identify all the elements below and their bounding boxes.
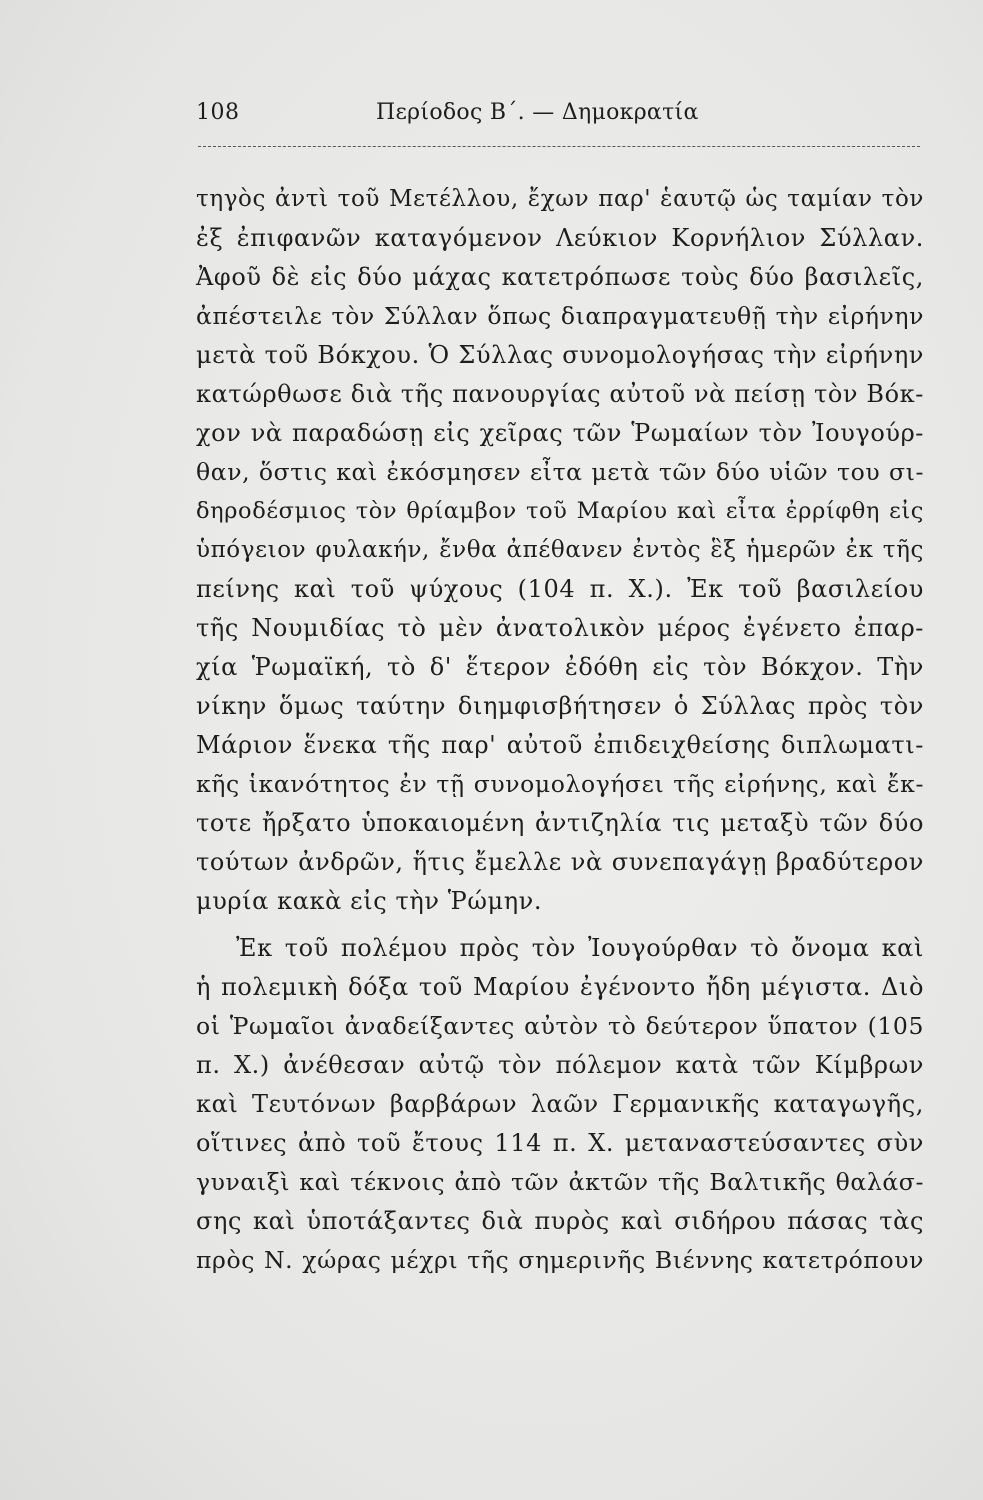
body-text [196,180,924,1280]
paragraph-gap [196,921,924,929]
text-line: Ἀφοῦ δὲ εἰς δύο μάχας κατετρόπωσε τοὺς δύο βασιλεῖς, [196,263,924,291]
text-line: Μάριον ἕνεκα τῆς παρ' αὐτοῦ ἐπιδειχθείσης διπλωματι- [196,731,924,759]
text-line: μετὰ τοῦ Βόκχου. Ὁ Σύλλας συνομολογήσας τὴν εἰρήνην [196,341,924,369]
text-line: οἱ Ῥωμαῖοι ἀναδείξαντες αὐτὸν τὸ δεύτερον ὕπατον (105 [196,1012,924,1040]
text-line: θαν, ὅστις καὶ ἐκόσμησεν εἶτα μετὰ τῶν δύο υἱῶν του σι- [196,458,924,486]
text-line: τῆς Νουμιδίας τὸ μὲν ἀνατολικὸν μέρος ἐγένετο ἐπαρ- [196,614,924,642]
text-line: καὶ Τευτόνων βαρβάρων λαῶν Γερμανικῆς καταγωγῆς, [196,1090,924,1118]
text-line: τοτε ἤρξατο ὑποκαιομένη ἀντιζηλία τις μεταξὺ τῶν δύο [196,809,924,837]
text-line: πρὸς Ν. χώρας μέχρι τῆς σημερινῆς Βιέννης κατετρόπουν [196,1246,924,1274]
text-line: τηγὸς ἀντὶ τοῦ Μετέλλου, ἔχων παρ' ἑαυτῷ ὡς ταμίαν τὸν [196,186,924,212]
paragraph-2 [196,929,924,1280]
text-line: ἐξ ἐπιφανῶν καταγόμενον Λεύκιον Κορνήλιον Σύλλαν. [196,224,924,252]
text-line: ἡ πολεμικὴ δόξα τοῦ Μαρίου ἐγένοντο ἤδη μέγιστα. Διὸ [196,973,924,1001]
paragraph-1 [196,180,924,921]
text-line: π. Χ.) ἀνέθεσαν αὐτῷ τὸν πόλεμον κατὰ τῶν Κίμβρων [196,1051,924,1079]
page-number: 108 [196,100,240,125]
text-line: σης καὶ ὑποτάξαντες διὰ πυρὸς καὶ σιδήρου πάσας τὰς [196,1207,924,1235]
text-line: οἵτινες ἀπὸ τοῦ ἔτους 114 π. Χ. μεταναστεύσαντες σὺν [196,1129,924,1157]
page-header [196,100,920,130]
text-line: Ἐκ τοῦ πολέμου πρὸς τὸν Ἰουγούρθαν τὸ ὄνομα καὶ [236,934,924,962]
text-line: νίκην ὅμως ταύτην διημφισβήτησεν ὁ Σύλλας πρὸς τὸν [196,692,924,720]
text-line: μυρία κακὰ εἰς τὴν Ῥώμην. [196,887,543,915]
text-line: χία Ῥωμαϊκή, τὸ δ' ἕτερον ἐδόθη εἰς τὸν Βόκχον. Τὴν [196,653,924,681]
text-line: ὑπόγειον φυλακήν, ἔνθα ἀπέθανεν ἐντὸς ἓξ ἡμερῶν ἐκ τῆς [196,537,924,563]
text-line: χον νὰ παραδώσῃ εἰς χεῖρας τῶν Ῥωμαίων τὸν Ἰουγούρ- [196,419,924,447]
text-line: ἀπέστειλε τὸν Σύλλαν ὅπως διαπραγματευθῇ τὴν εἰρήνην [196,302,924,330]
text-line: δηροδέσμιος τὸν θρίαμβον τοῦ Μαρίου καὶ εἶτα ἐρρίφθη εἰς [196,498,924,524]
header-rule [198,146,920,147]
text-line: τούτων ἀνδρῶν, ἥτις ἔμελλε νὰ συνεπαγάγῃ βραδύτερον [196,848,924,876]
text-line: κῆς ἱκανότητος ἐν τῇ συνομολογήσει τῆς εἰρήνης, καὶ ἔκ- [196,770,924,798]
text-line: γυναιξὶ καὶ τέκνοις ἀπὸ τῶν ἀκτῶν τῆς Βαλτικῆς θαλάσ- [196,1168,924,1196]
text-line: πείνης καὶ τοῦ ψύχους (104 π. Χ.). Ἐκ τοῦ βασιλείου [196,575,924,603]
running-title: Περίοδος Β΄. — Δημοκρατία [376,100,699,125]
text-line: κατώρθωσε διὰ τῆς πανουργίας αὐτοῦ νὰ πείσῃ τὸν Βόκ- [196,380,924,408]
